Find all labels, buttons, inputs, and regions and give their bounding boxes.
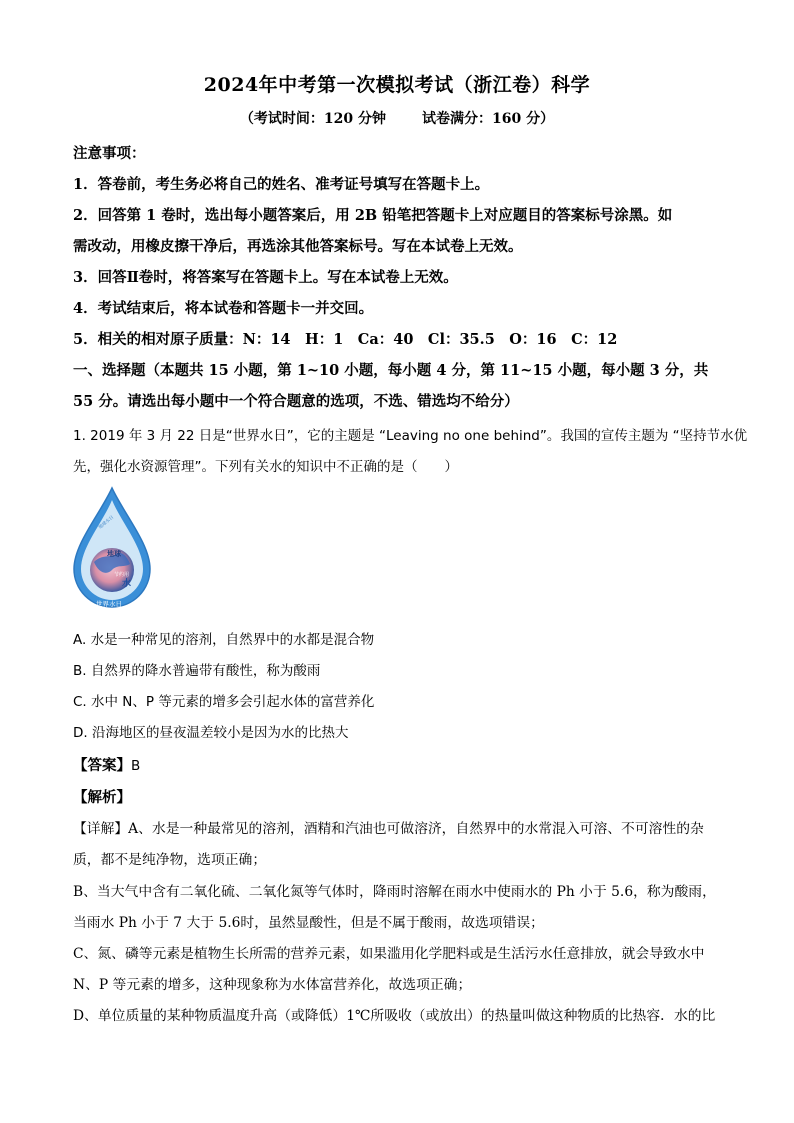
option-d: D. 沿海地区的昼夜温差较小是因为水的比热大 — [73, 725, 349, 741]
exam-info — [0, 108, 794, 128]
detail-line: 质，都不是纯净物，选项正确； — [73, 852, 267, 868]
notice-item: 需改动，用橡皮擦干净后，再选涂其他答案标号。写在本试卷上无效。 — [73, 238, 523, 255]
world-water-day-logo — [70, 484, 155, 614]
section-heading-cont: 55 分。请选出每小题中一个符合题意的选项，不选、错选均不给分） — [73, 393, 519, 410]
notice-item: 2．回答第 1 卷时，选出每小题答案后，用 2B 铅笔把答题卡上对应题目的答案标号涂黑。如 — [73, 207, 673, 224]
page-title: 2024年中考第一次模拟考试（浙江卷）科学 — [203, 74, 591, 96]
exam-time: （考试时间：120 分钟 — [239, 111, 386, 127]
answer-label: 【答案】 — [73, 757, 131, 774]
answer-value: B — [131, 758, 141, 774]
analysis-label: 【解析】 — [73, 789, 131, 806]
question-stem-cont: 先，强化水资源管理”。下列有关水的知识中不正确的是（ ） — [73, 459, 458, 475]
question-stem: 1. 2019 年 3 月 22 日是“世界水日”，它的主题是 “Leaving no one behind”。我国的宣传主题为 “坚持节水优 — [73, 428, 748, 444]
detail-line: 【详解】A、水是一种最常见的溶剂，酒精和汽油也可做溶济，自然界中的水常混入可溶、不可溶性的杂 — [73, 821, 704, 837]
detail-line: B、当大气中含有二氧化硫、二氧化氮等气体时，降雨时溶解在雨水中使雨水的 Ph 小于 5.6，称为酸雨， — [73, 884, 716, 900]
option-c: C. 水中 N、P 等元素的增多会引起水体的富营养化 — [73, 694, 375, 710]
logo-text-arc: 地球水日 — [98, 515, 116, 531]
section-heading: 一、选择题（本题共 15 小题，第 1~10 小题，每小题 4 分，第 11~15 小题，每小题 3 分，共 — [73, 362, 709, 379]
notice-item: 1．答卷前，考生务必将自己的姓名、准考证号填写在答题卡上。 — [73, 176, 490, 193]
answer-line — [73, 754, 733, 775]
detail-line: D、单位质量的某种物质温度升高（或降低）1℃所吸收（或放出）的热量叫做这种物质的比热容．水的比 — [73, 1008, 716, 1024]
option-b: B. 自然界的降水普遍带有酸性，称为酸雨 — [73, 663, 321, 679]
option-a: A. 水是一种常见的溶剂，自然界中的水都是混合物 — [73, 632, 375, 648]
notice-item: 3．回答Ⅱ卷时，将答案写在答题卡上。写在本试卷上无效。 — [73, 269, 458, 286]
detail-line: C、氮、磷等元素是植物生长所需的营养元素，如果滥用化学肥料或是生活污水任意排放，就会导致水中 — [73, 946, 705, 962]
logo-text-water: 水 — [122, 579, 132, 589]
logo-text-bottom: 世界水日 — [96, 600, 122, 608]
exam-score: 试卷满分：160 分） — [422, 111, 555, 127]
detail-line: 当雨水 Ph 小于 7 大于 5.6时，虽然显酸性，但是不属于酸雨，故选项错误； — [73, 915, 544, 931]
notice-item: 5．相关的相对原子质量：N：14 H：1 Ca：40 Cl：35.5 O：16 C：12 — [73, 331, 618, 348]
logo-text-earth: 地球 — [107, 550, 121, 558]
logo-text-save: 节约用 — [114, 572, 130, 578]
notice-heading: 注意事项： — [73, 145, 146, 162]
detail-line: N、P 等元素的增多，这种现象称为水体富营养化，故选项正确； — [73, 977, 472, 993]
notice-item: 4．考试结束后，将本试卷和答题卡一并交回。 — [73, 300, 374, 317]
